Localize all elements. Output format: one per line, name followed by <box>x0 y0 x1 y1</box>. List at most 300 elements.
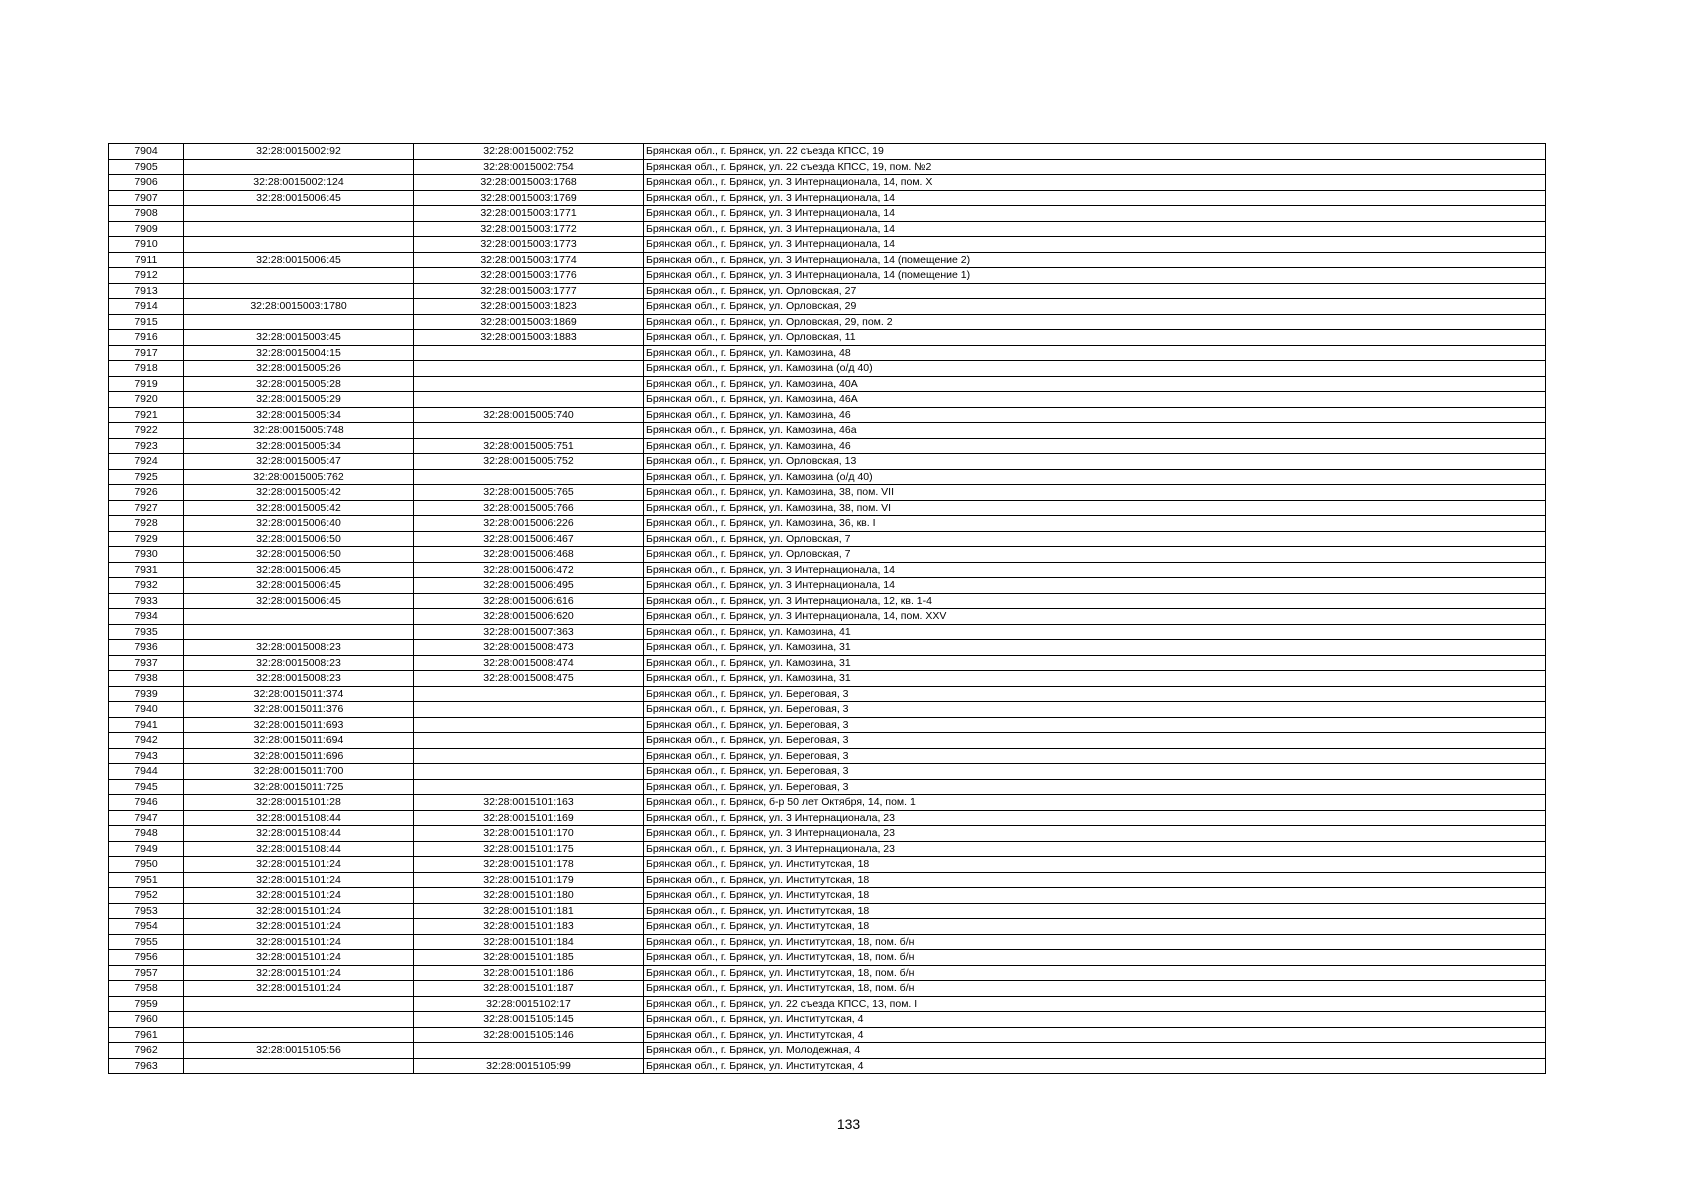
address-cell: Брянская обл., г. Брянск, ул. Береговая, 3 <box>644 686 1546 702</box>
land-cadastral-number-cell <box>184 314 414 330</box>
row-number-cell: 7905 <box>109 159 184 175</box>
land-cadastral-number-cell: 32:28:0015101:24 <box>184 857 414 873</box>
address-cell: Брянская обл., г. Брянск, ул. Камозина, 38, пом. VI <box>644 500 1546 516</box>
table-row <box>109 655 1546 671</box>
row-number-cell: 7944 <box>109 764 184 780</box>
building-cadastral-number-cell: 32:28:0015005:740 <box>414 407 644 423</box>
table-row <box>109 1043 1546 1059</box>
row-number-cell: 7914 <box>109 299 184 315</box>
row-number-cell: 7904 <box>109 144 184 160</box>
building-cadastral-number-cell: 32:28:0015005:751 <box>414 438 644 454</box>
address-cell: Брянская обл., г. Брянск, ул. 22 съезда КПСС, 19, пом. №2 <box>644 159 1546 175</box>
address-cell: Брянская обл., г. Брянск, ул. Орловская, 11 <box>644 330 1546 346</box>
table-row <box>109 469 1546 485</box>
row-number-cell: 7947 <box>109 810 184 826</box>
table-row <box>109 841 1546 857</box>
land-cadastral-number-cell <box>184 1058 414 1074</box>
building-cadastral-number-cell: 32:28:0015101:170 <box>414 826 644 842</box>
building-cadastral-number-cell: 32:28:0015003:1869 <box>414 314 644 330</box>
building-cadastral-number-cell: 32:28:0015005:766 <box>414 500 644 516</box>
address-cell: Брянская обл., г. Брянск, ул. 3 Интернационала, 14 (помещение 1) <box>644 268 1546 284</box>
table-row <box>109 578 1546 594</box>
table-row <box>109 624 1546 640</box>
land-cadastral-number-cell: 32:28:0015006:50 <box>184 531 414 547</box>
row-number-cell: 7927 <box>109 500 184 516</box>
table-row <box>109 671 1546 687</box>
row-number-cell: 7956 <box>109 950 184 966</box>
address-cell: Брянская обл., г. Брянск, ул. Камозина, 41 <box>644 624 1546 640</box>
building-cadastral-number-cell <box>414 361 644 377</box>
address-cell: Брянская обл., г. Брянск, ул. 3 Интернационала, 12, кв. 1-4 <box>644 593 1546 609</box>
table-row <box>109 950 1546 966</box>
building-cadastral-number-cell: 32:28:0015008:473 <box>414 640 644 656</box>
row-number-cell: 7959 <box>109 996 184 1012</box>
building-cadastral-number-cell <box>414 748 644 764</box>
address-cell: Брянская обл., г. Брянск, ул. 3 Интернационала, 14 (помещение 2) <box>644 252 1546 268</box>
row-number-cell: 7921 <box>109 407 184 423</box>
address-cell: Брянская обл., г. Брянск, ул. Институтская, 18 <box>644 872 1546 888</box>
land-cadastral-number-cell: 32:28:0015003:45 <box>184 330 414 346</box>
building-cadastral-number-cell: 32:28:0015003:1772 <box>414 221 644 237</box>
table-row <box>109 872 1546 888</box>
land-cadastral-number-cell: 32:28:0015006:40 <box>184 516 414 532</box>
address-cell: Брянская обл., г. Брянск, ул. Орловская, 7 <box>644 547 1546 563</box>
table-row <box>109 903 1546 919</box>
building-cadastral-number-cell <box>414 1043 644 1059</box>
table-row <box>109 981 1546 997</box>
building-cadastral-number-cell: 32:28:0015005:765 <box>414 485 644 501</box>
row-number-cell: 7948 <box>109 826 184 842</box>
row-number-cell: 7955 <box>109 934 184 950</box>
table-row <box>109 996 1546 1012</box>
land-cadastral-number-cell: 32:28:0015006:45 <box>184 190 414 206</box>
address-cell: Брянская обл., г. Брянск, ул. Береговая, 3 <box>644 764 1546 780</box>
building-cadastral-number-cell: 32:28:0015002:752 <box>414 144 644 160</box>
table-row <box>109 283 1546 299</box>
land-cadastral-number-cell: 32:28:0015008:23 <box>184 655 414 671</box>
table-row <box>109 516 1546 532</box>
table-row <box>109 423 1546 439</box>
land-cadastral-number-cell <box>184 221 414 237</box>
building-cadastral-number-cell: 32:28:0015003:1771 <box>414 206 644 222</box>
building-cadastral-number-cell <box>414 733 644 749</box>
land-cadastral-number-cell <box>184 159 414 175</box>
address-cell: Брянская обл., г. Брянск, ул. Институтская, 18, пом. б/н <box>644 950 1546 966</box>
address-cell: Брянская обл., г. Брянск, ул. Институтская, 18 <box>644 857 1546 873</box>
land-cadastral-number-cell: 32:28:0015011:694 <box>184 733 414 749</box>
address-cell: Брянская обл., г. Брянск, ул. Орловская, 27 <box>644 283 1546 299</box>
land-cadastral-number-cell: 32:28:0015005:34 <box>184 438 414 454</box>
address-cell: Брянская обл., г. Брянск, ул. Камозина (о/д 40) <box>644 361 1546 377</box>
table-row <box>109 206 1546 222</box>
table-row <box>109 361 1546 377</box>
land-cadastral-number-cell: 32:28:0015002:92 <box>184 144 414 160</box>
land-cadastral-number-cell: 32:28:0015011:374 <box>184 686 414 702</box>
building-cadastral-number-cell: 32:28:0015003:1823 <box>414 299 644 315</box>
row-number-cell: 7949 <box>109 841 184 857</box>
land-cadastral-number-cell: 32:28:0015011:696 <box>184 748 414 764</box>
row-number-cell: 7940 <box>109 702 184 718</box>
land-cadastral-number-cell <box>184 206 414 222</box>
building-cadastral-number-cell: 32:28:0015002:754 <box>414 159 644 175</box>
address-cell: Брянская обл., г. Брянск, ул. Институтская, 4 <box>644 1058 1546 1074</box>
table-row <box>109 237 1546 253</box>
table-row <box>109 562 1546 578</box>
land-cadastral-number-cell: 32:28:0015011:376 <box>184 702 414 718</box>
row-number-cell: 7931 <box>109 562 184 578</box>
address-cell: Брянская обл., г. Брянск, ул. Камозина, 48 <box>644 345 1546 361</box>
building-cadastral-number-cell: 32:28:0015101:179 <box>414 872 644 888</box>
address-cell: Брянская обл., г. Брянск, ул. 3 Интернационала, 23 <box>644 826 1546 842</box>
address-cell: Брянская обл., г. Брянск, ул. Береговая, 3 <box>644 748 1546 764</box>
table-row <box>109 392 1546 408</box>
table-row <box>109 454 1546 470</box>
row-number-cell: 7937 <box>109 655 184 671</box>
land-cadastral-number-cell: 32:28:0015006:50 <box>184 547 414 563</box>
table-row <box>109 221 1546 237</box>
building-cadastral-number-cell: 32:28:0015006:616 <box>414 593 644 609</box>
building-cadastral-number-cell <box>414 779 644 795</box>
row-number-cell: 7924 <box>109 454 184 470</box>
address-cell: Брянская обл., г. Брянск, ул. Институтская, 4 <box>644 1027 1546 1043</box>
address-cell: Брянская обл., г. Брянск, б-р 50 лет Октября, 14, пом. 1 <box>644 795 1546 811</box>
address-cell: Брянская обл., г. Брянск, ул. 3 Интернационала, 14 <box>644 221 1546 237</box>
address-cell: Брянская обл., г. Брянск, ул. 3 Интернационала, 14 <box>644 237 1546 253</box>
table-row <box>109 702 1546 718</box>
row-number-cell: 7957 <box>109 965 184 981</box>
page-number: 133 <box>836 1116 861 1132</box>
table-row <box>109 330 1546 346</box>
address-cell: Брянская обл., г. Брянск, ул. 3 Интернационала, 14 <box>644 562 1546 578</box>
building-cadastral-number-cell: 32:28:0015101:169 <box>414 810 644 826</box>
building-cadastral-number-cell: 32:28:0015102:17 <box>414 996 644 1012</box>
table-row <box>109 640 1546 656</box>
building-cadastral-number-cell: 32:28:0015101:185 <box>414 950 644 966</box>
row-number-cell: 7930 <box>109 547 184 563</box>
row-number-cell: 7908 <box>109 206 184 222</box>
address-cell: Брянская обл., г. Брянск, ул. Камозина, 46 <box>644 438 1546 454</box>
building-cadastral-number-cell: 32:28:0015101:178 <box>414 857 644 873</box>
land-cadastral-number-cell <box>184 996 414 1012</box>
land-cadastral-number-cell: 32:28:0015101:24 <box>184 872 414 888</box>
land-cadastral-number-cell: 32:28:0015006:45 <box>184 562 414 578</box>
row-number-cell: 7934 <box>109 609 184 625</box>
address-cell: Брянская обл., г. Брянск, ул. 3 Интернационала, 14 <box>644 578 1546 594</box>
table-row <box>109 531 1546 547</box>
table-row <box>109 857 1546 873</box>
address-cell: Брянская обл., г. Брянск, ул. Институтская, 18, пом. б/н <box>644 981 1546 997</box>
table-row <box>109 934 1546 950</box>
table-row <box>109 175 1546 191</box>
land-cadastral-number-cell <box>184 609 414 625</box>
registry-table-body <box>109 144 1546 1074</box>
land-cadastral-number-cell <box>184 283 414 299</box>
address-cell: Брянская обл., г. Брянск, ул. Институтская, 4 <box>644 1012 1546 1028</box>
row-number-cell: 7939 <box>109 686 184 702</box>
row-number-cell: 7936 <box>109 640 184 656</box>
building-cadastral-number-cell: 32:28:0015101:184 <box>414 934 644 950</box>
row-number-cell: 7919 <box>109 376 184 392</box>
row-number-cell: 7932 <box>109 578 184 594</box>
building-cadastral-number-cell <box>414 345 644 361</box>
table-row <box>109 1012 1546 1028</box>
row-number-cell: 7935 <box>109 624 184 640</box>
address-cell: Брянская обл., г. Брянск, ул. Камозина, 38, пом. VII <box>644 485 1546 501</box>
land-cadastral-number-cell: 32:28:0015004:15 <box>184 345 414 361</box>
building-cadastral-number-cell: 32:28:0015006:468 <box>414 547 644 563</box>
land-cadastral-number-cell: 32:28:0015002:124 <box>184 175 414 191</box>
land-cadastral-number-cell: 32:28:0015005:762 <box>184 469 414 485</box>
building-cadastral-number-cell: 32:28:0015101:181 <box>414 903 644 919</box>
row-number-cell: 7915 <box>109 314 184 330</box>
building-cadastral-number-cell: 32:28:0015101:175 <box>414 841 644 857</box>
land-cadastral-number-cell <box>184 237 414 253</box>
row-number-cell: 7929 <box>109 531 184 547</box>
table-row <box>109 826 1546 842</box>
address-cell: Брянская обл., г. Брянск, ул. Институтская, 18 <box>644 903 1546 919</box>
table-row <box>109 1058 1546 1074</box>
table-row <box>109 779 1546 795</box>
table-row <box>109 159 1546 175</box>
building-cadastral-number-cell <box>414 423 644 439</box>
building-cadastral-number-cell: 32:28:0015008:475 <box>414 671 644 687</box>
building-cadastral-number-cell: 32:28:0015003:1777 <box>414 283 644 299</box>
building-cadastral-number-cell <box>414 702 644 718</box>
row-number-cell: 7941 <box>109 717 184 733</box>
row-number-cell: 7963 <box>109 1058 184 1074</box>
building-cadastral-number-cell <box>414 686 644 702</box>
row-number-cell: 7925 <box>109 469 184 485</box>
address-cell: Брянская обл., г. Брянск, ул. Камозина, 31 <box>644 671 1546 687</box>
land-cadastral-number-cell: 32:28:0015005:34 <box>184 407 414 423</box>
land-cadastral-number-cell <box>184 268 414 284</box>
land-cadastral-number-cell <box>184 1027 414 1043</box>
table-row <box>109 438 1546 454</box>
land-cadastral-number-cell: 32:28:0015005:42 <box>184 485 414 501</box>
row-number-cell: 7928 <box>109 516 184 532</box>
address-cell: Брянская обл., г. Брянск, ул. 3 Интернационала, 14 <box>644 206 1546 222</box>
row-number-cell: 7951 <box>109 872 184 888</box>
address-cell: Брянская обл., г. Брянск, ул. Береговая, 3 <box>644 733 1546 749</box>
land-cadastral-number-cell: 32:28:0015101:24 <box>184 981 414 997</box>
building-cadastral-number-cell: 32:28:0015006:467 <box>414 531 644 547</box>
building-cadastral-number-cell <box>414 376 644 392</box>
row-number-cell: 7942 <box>109 733 184 749</box>
land-cadastral-number-cell: 32:28:0015005:748 <box>184 423 414 439</box>
land-cadastral-number-cell: 32:28:0015101:24 <box>184 950 414 966</box>
address-cell: Брянская обл., г. Брянск, ул. 3 Интернационала, 23 <box>644 841 1546 857</box>
land-cadastral-number-cell: 32:28:0015108:44 <box>184 810 414 826</box>
row-number-cell: 7945 <box>109 779 184 795</box>
row-number-cell: 7961 <box>109 1027 184 1043</box>
address-cell: Брянская обл., г. Брянск, ул. 22 съезда КПСС, 13, пом. I <box>644 996 1546 1012</box>
address-cell: Брянская обл., г. Брянск, ул. 3 Интернационала, 14 <box>644 190 1546 206</box>
table-row <box>109 376 1546 392</box>
land-cadastral-number-cell: 32:28:0015006:45 <box>184 593 414 609</box>
table-row <box>109 252 1546 268</box>
building-cadastral-number-cell: 32:28:0015008:474 <box>414 655 644 671</box>
row-number-cell: 7962 <box>109 1043 184 1059</box>
address-cell: Брянская обл., г. Брянск, ул. Камозина, 46 <box>644 407 1546 423</box>
building-cadastral-number-cell: 32:28:0015006:472 <box>414 562 644 578</box>
table-row <box>109 810 1546 826</box>
address-cell: Брянская обл., г. Брянск, ул. Орловская, 29, пом. 2 <box>644 314 1546 330</box>
address-cell: Брянская обл., г. Брянск, ул. Камозина, 40А <box>644 376 1546 392</box>
land-cadastral-number-cell: 32:28:0015101:24 <box>184 934 414 950</box>
building-cadastral-number-cell: 32:28:0015003:1774 <box>414 252 644 268</box>
table-row <box>109 500 1546 516</box>
row-number-cell: 7922 <box>109 423 184 439</box>
table-row <box>109 919 1546 935</box>
address-cell: Брянская обл., г. Брянск, ул. Камозина, 46а <box>644 423 1546 439</box>
land-cadastral-number-cell <box>184 1012 414 1028</box>
address-cell: Брянская обл., г. Брянск, ул. Камозина, 31 <box>644 640 1546 656</box>
address-cell: Брянская обл., г. Брянск, ул. Береговая, 3 <box>644 717 1546 733</box>
row-number-cell: 7954 <box>109 919 184 935</box>
row-number-cell: 7950 <box>109 857 184 873</box>
row-number-cell: 7911 <box>109 252 184 268</box>
address-cell: Брянская обл., г. Брянск, ул. Камозина, 46А <box>644 392 1546 408</box>
land-cadastral-number-cell: 32:28:0015101:24 <box>184 965 414 981</box>
row-number-cell: 7960 <box>109 1012 184 1028</box>
address-cell: Брянская обл., г. Брянск, ул. 3 Интернационала, 14, пом. X <box>644 175 1546 191</box>
land-cadastral-number-cell: 32:28:0015011:700 <box>184 764 414 780</box>
land-cadastral-number-cell: 32:28:0015101:24 <box>184 903 414 919</box>
row-number-cell: 7913 <box>109 283 184 299</box>
building-cadastral-number-cell: 32:28:0015003:1776 <box>414 268 644 284</box>
row-number-cell: 7923 <box>109 438 184 454</box>
address-cell: Брянская обл., г. Брянск, ул. Орловская, 13 <box>644 454 1546 470</box>
address-cell: Брянская обл., г. Брянск, ул. Орловская, 7 <box>644 531 1546 547</box>
land-cadastral-number-cell: 32:28:0015005:47 <box>184 454 414 470</box>
building-cadastral-number-cell: 32:28:0015006:495 <box>414 578 644 594</box>
table-row <box>109 748 1546 764</box>
row-number-cell: 7938 <box>109 671 184 687</box>
table-row <box>109 299 1546 315</box>
land-cadastral-number-cell: 32:28:0015006:45 <box>184 578 414 594</box>
row-number-cell: 7953 <box>109 903 184 919</box>
building-cadastral-number-cell: 32:28:0015101:183 <box>414 919 644 935</box>
row-number-cell: 7943 <box>109 748 184 764</box>
building-cadastral-number-cell: 32:28:0015101:187 <box>414 981 644 997</box>
table-row <box>109 795 1546 811</box>
land-cadastral-number-cell: 32:28:0015105:56 <box>184 1043 414 1059</box>
address-cell: Брянская обл., г. Брянск, ул. Институтская, 18, пом. б/н <box>644 965 1546 981</box>
row-number-cell: 7946 <box>109 795 184 811</box>
address-cell: Брянская обл., г. Брянск, ул. 3 Интернационала, 14, пом. XXV <box>644 609 1546 625</box>
land-cadastral-number-cell: 32:28:0015108:44 <box>184 841 414 857</box>
building-cadastral-number-cell: 32:28:0015101:163 <box>414 795 644 811</box>
land-cadastral-number-cell: 32:28:0015101:24 <box>184 888 414 904</box>
address-cell: Брянская обл., г. Брянск, ул. Орловская, 29 <box>644 299 1546 315</box>
building-cadastral-number-cell: 32:28:0015105:146 <box>414 1027 644 1043</box>
building-cadastral-number-cell <box>414 392 644 408</box>
row-number-cell: 7912 <box>109 268 184 284</box>
table-row <box>109 144 1546 160</box>
building-cadastral-number-cell: 32:28:0015005:752 <box>414 454 644 470</box>
row-number-cell: 7933 <box>109 593 184 609</box>
address-cell: Брянская обл., г. Брянск, ул. 3 Интернационала, 23 <box>644 810 1546 826</box>
land-cadastral-number-cell: 32:28:0015005:29 <box>184 392 414 408</box>
row-number-cell: 7909 <box>109 221 184 237</box>
table-row <box>109 686 1546 702</box>
row-number-cell: 7907 <box>109 190 184 206</box>
table-row <box>109 190 1546 206</box>
land-cadastral-number-cell: 32:28:0015003:1780 <box>184 299 414 315</box>
building-cadastral-number-cell: 32:28:0015003:1773 <box>414 237 644 253</box>
table-row <box>109 593 1546 609</box>
row-number-cell: 7926 <box>109 485 184 501</box>
table-row <box>109 314 1546 330</box>
row-number-cell: 7952 <box>109 888 184 904</box>
building-cadastral-number-cell: 32:28:0015006:226 <box>414 516 644 532</box>
land-cadastral-number-cell: 32:28:0015005:26 <box>184 361 414 377</box>
row-number-cell: 7918 <box>109 361 184 377</box>
table-row <box>109 965 1546 981</box>
address-cell: Брянская обл., г. Брянск, ул. Камозина, 36, кв. I <box>644 516 1546 532</box>
table-row <box>109 609 1546 625</box>
row-number-cell: 7920 <box>109 392 184 408</box>
address-cell: Брянская обл., г. Брянск, ул. Институтская, 18, пом. б/н <box>644 934 1546 950</box>
building-cadastral-number-cell <box>414 469 644 485</box>
table-row <box>109 407 1546 423</box>
table-row <box>109 345 1546 361</box>
table-row <box>109 1027 1546 1043</box>
building-cadastral-number-cell: 32:28:0015007:363 <box>414 624 644 640</box>
land-cadastral-number-cell: 32:28:0015005:28 <box>184 376 414 392</box>
address-cell: Брянская обл., г. Брянск, ул. Камозина, 31 <box>644 655 1546 671</box>
row-number-cell: 7917 <box>109 345 184 361</box>
land-cadastral-number-cell <box>184 624 414 640</box>
building-cadastral-number-cell: 32:28:0015003:1768 <box>414 175 644 191</box>
row-number-cell: 7916 <box>109 330 184 346</box>
building-cadastral-number-cell <box>414 717 644 733</box>
address-cell: Брянская обл., г. Брянск, ул. Береговая, 3 <box>644 779 1546 795</box>
land-cadastral-number-cell: 32:28:0015006:45 <box>184 252 414 268</box>
table-row <box>109 717 1546 733</box>
land-cadastral-number-cell: 32:28:0015101:24 <box>184 919 414 935</box>
land-cadastral-number-cell: 32:28:0015008:23 <box>184 671 414 687</box>
land-cadastral-number-cell: 32:28:0015108:44 <box>184 826 414 842</box>
land-cadastral-number-cell: 32:28:0015008:23 <box>184 640 414 656</box>
table-row <box>109 268 1546 284</box>
table-row <box>109 547 1546 563</box>
land-cadastral-number-cell: 32:28:0015005:42 <box>184 500 414 516</box>
address-cell: Брянская обл., г. Брянск, ул. Институтская, 18 <box>644 919 1546 935</box>
address-cell: Брянская обл., г. Брянск, ул. Камозина (о/д 40) <box>644 469 1546 485</box>
building-cadastral-number-cell: 32:28:0015105:145 <box>414 1012 644 1028</box>
property-registry-table <box>108 143 1546 1074</box>
building-cadastral-number-cell: 32:28:0015006:620 <box>414 609 644 625</box>
row-number-cell: 7910 <box>109 237 184 253</box>
table-row <box>109 888 1546 904</box>
building-cadastral-number-cell: 32:28:0015003:1769 <box>414 190 644 206</box>
building-cadastral-number-cell: 32:28:0015101:186 <box>414 965 644 981</box>
address-cell: Брянская обл., г. Брянск, ул. Береговая, 3 <box>644 702 1546 718</box>
table-row <box>109 485 1546 501</box>
building-cadastral-number-cell: 32:28:0015101:180 <box>414 888 644 904</box>
land-cadastral-number-cell: 32:28:0015011:693 <box>184 717 414 733</box>
building-cadastral-number-cell: 32:28:0015105:99 <box>414 1058 644 1074</box>
row-number-cell: 7958 <box>109 981 184 997</box>
table-row <box>109 733 1546 749</box>
row-number-cell: 7906 <box>109 175 184 191</box>
address-cell: Брянская обл., г. Брянск, ул. 22 съезда КПСС, 19 <box>644 144 1546 160</box>
land-cadastral-number-cell: 32:28:0015011:725 <box>184 779 414 795</box>
building-cadastral-number-cell <box>414 764 644 780</box>
building-cadastral-number-cell: 32:28:0015003:1883 <box>414 330 644 346</box>
address-cell: Брянская обл., г. Брянск, ул. Молодежная, 4 <box>644 1043 1546 1059</box>
